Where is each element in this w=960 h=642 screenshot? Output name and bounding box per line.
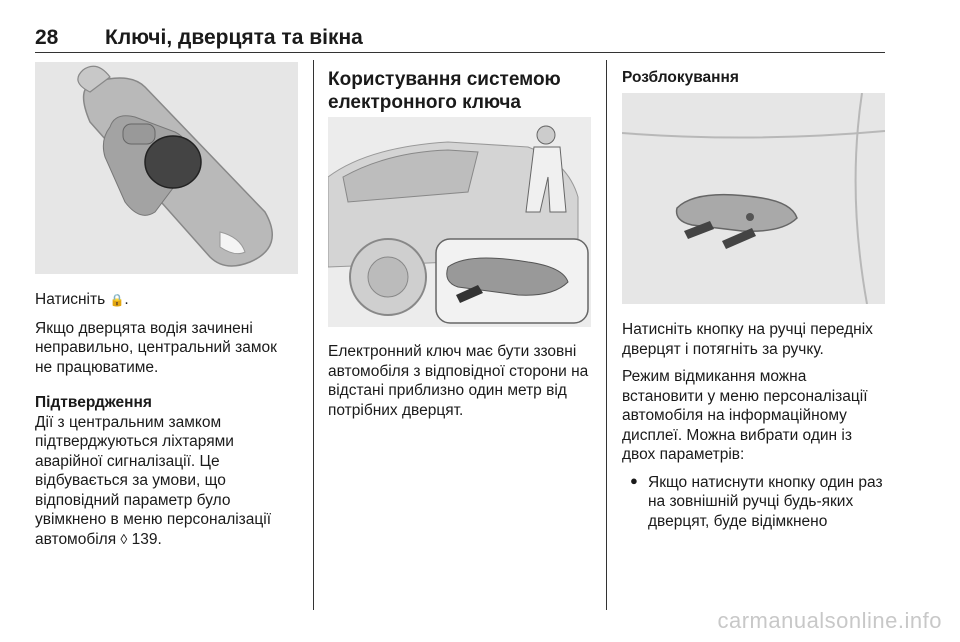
list-item <box>622 473 888 532</box>
bullet-icon: ● <box>630 472 638 488</box>
page-number: 28 <box>35 26 59 49</box>
page-header <box>35 22 885 52</box>
page-title: Ключі, дверцята та вікна <box>105 26 363 49</box>
unlock-heading: Розблокування <box>622 69 739 86</box>
column-divider-2 <box>606 60 607 610</box>
door-warning-text: Якщо дверцята водія зачинені неправильно, центральний замок не працюватиме. <box>35 319 277 376</box>
column-right <box>622 320 888 531</box>
confirmation-text: Дії з центральним замком підтверджуються ліхтарями аварійної сигналізації. Це відбувається за умови, що відповідний параметр було увімкнено в меню персоналізації автомобіля ◊ 139. <box>35 413 272 548</box>
page-reference-link[interactable]: 139. <box>127 530 162 548</box>
bullet-text: Якщо натиснути кнопку один раз на зовнішній ручці будь-яких дверцят, буде відімкнено <box>648 473 883 530</box>
car-door-illustration <box>328 117 591 327</box>
column-middle-heading <box>328 68 590 114</box>
unlock-mode-text: Режим відмикання можна встановити у меню персоналізації автомобіля на інформаційному дисплеї. Можна вибрати один із двох параметрів: <box>622 368 868 463</box>
key-fob-illustration <box>35 62 298 274</box>
press-instruction: Натисніть 🔒. <box>35 291 129 308</box>
door-handle-illustration <box>622 93 885 304</box>
watermark: carmanualsonline.info <box>717 608 942 633</box>
key-distance-text: Електронний ключ має бути ззовні автомобіля з відповідної сторони на відстані приблизно один метр від потрібних дверцят. <box>328 343 589 419</box>
column-divider-1 <box>313 60 314 610</box>
confirmation-heading: Підтвердження <box>35 394 152 411</box>
column-left <box>35 290 297 549</box>
lock-icon: 🔒 <box>109 293 125 307</box>
unlock-instruction: Натисніть кнопку на ручці передніх дверцят і потягніть за ручку. <box>622 321 873 358</box>
section-title: Користування системою електронного ключа <box>328 69 561 113</box>
reference-arrow-icon: ◊ <box>120 530 128 547</box>
column-middle <box>328 342 590 420</box>
header-divider <box>35 52 885 53</box>
column-right-heading <box>622 68 884 88</box>
